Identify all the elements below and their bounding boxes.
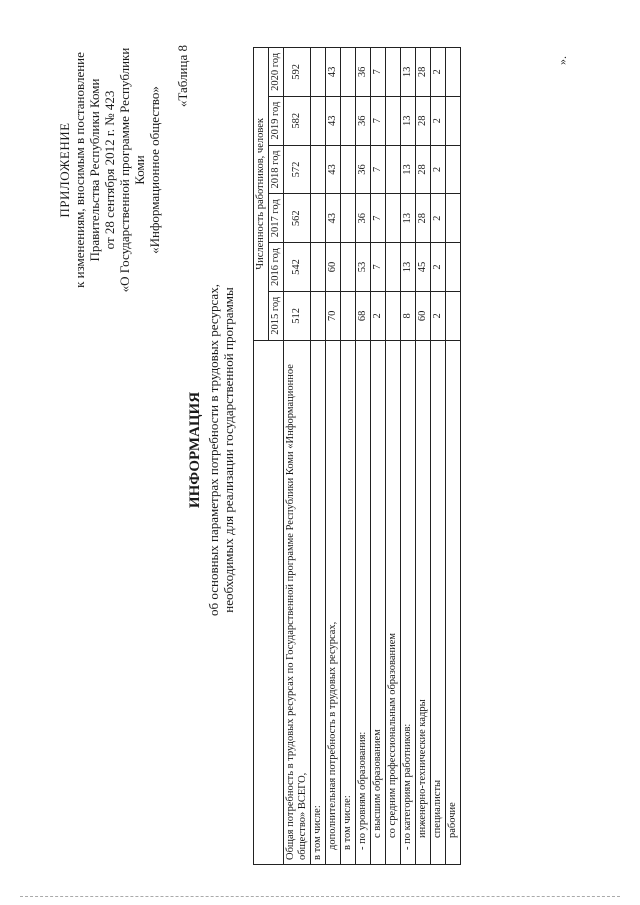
year-header: 2020 год	[269, 48, 284, 97]
cell-value	[386, 145, 401, 194]
cell-value	[446, 291, 461, 340]
cell-value	[311, 48, 326, 97]
cell-value: 43	[326, 48, 341, 97]
appendix-line-1: к изменениям, вносимым в постановление	[72, 52, 87, 288]
cell-value	[341, 194, 356, 243]
table-label: «Таблица 8	[175, 45, 190, 108]
table-header-row	[254, 48, 269, 865]
cell-value	[341, 96, 356, 145]
cell-value: 68	[356, 291, 371, 340]
row-label: Общая потребность в трудовых ресурсах по Государственной программе Республики Коми «Информационное общество» ВСЕГО,	[284, 340, 311, 864]
cell-value	[311, 145, 326, 194]
row-label: - по категориям работников:	[401, 340, 416, 864]
table-row	[341, 48, 356, 865]
cell-value	[311, 96, 326, 145]
row-label: рабочие	[446, 340, 461, 864]
page-edge-rule	[20, 896, 620, 899]
document-title: ИНФОРМАЦИЯ	[187, 391, 203, 509]
row-label: со средним профессиональным образованием	[386, 340, 401, 864]
cell-value: 7	[371, 194, 386, 243]
table-row	[416, 48, 431, 865]
table-row	[401, 48, 416, 865]
rotated-page	[45, 15, 605, 885]
document-title-block	[187, 15, 236, 885]
cell-value: 13	[401, 145, 416, 194]
cell-value: 60	[326, 243, 341, 292]
cell-value	[386, 96, 401, 145]
cell-value: 28	[416, 194, 431, 243]
cell-value: 13	[401, 194, 416, 243]
cell-value: 60	[416, 291, 431, 340]
cell-value: 36	[356, 194, 371, 243]
appendix-line-3: от 28 сентября 2012 г. № 423	[102, 90, 117, 250]
cell-value: 2	[431, 96, 446, 145]
cell-value: 542	[284, 243, 311, 292]
cell-value: 70	[326, 291, 341, 340]
row-label: с высшим образованием	[371, 340, 386, 864]
appendix-line-2: Правительства Республики Коми	[87, 78, 102, 262]
cell-value	[446, 48, 461, 97]
year-header: 2018 год	[269, 145, 284, 194]
cell-value	[311, 291, 326, 340]
cell-value: 512	[284, 291, 311, 340]
year-header: 2017 год	[269, 194, 284, 243]
group-header: Численность работников, человек	[254, 48, 269, 341]
cell-value: 572	[284, 145, 311, 194]
cell-value: 43	[326, 145, 341, 194]
table-row	[326, 48, 341, 865]
cell-value	[341, 145, 356, 194]
cell-value: 45	[416, 243, 431, 292]
table-row	[371, 48, 386, 865]
table-row	[431, 48, 446, 865]
cell-value: 53	[356, 243, 371, 292]
row-label: в том числе:	[311, 340, 326, 864]
cell-value: 562	[284, 194, 311, 243]
row-label: инженерно-технические кадры	[416, 340, 431, 864]
cell-value: 2	[371, 291, 386, 340]
cell-value	[341, 243, 356, 292]
year-header: 2015 год	[269, 291, 284, 340]
table-row	[446, 48, 461, 865]
row-label: специалисты	[431, 340, 446, 864]
table-row	[311, 48, 326, 865]
cell-value	[386, 291, 401, 340]
cell-value: 13	[401, 243, 416, 292]
cell-value	[341, 48, 356, 97]
cell-value: 8	[401, 291, 416, 340]
year-header: 2016 год	[269, 243, 284, 292]
year-header: 2019 год	[269, 96, 284, 145]
cell-value	[386, 194, 401, 243]
row-label: дополнительная потребность в трудовых ресурсах,	[326, 340, 341, 864]
cell-value	[311, 243, 326, 292]
cell-value: 43	[326, 194, 341, 243]
cell-value: 36	[356, 96, 371, 145]
cell-value: 13	[401, 96, 416, 145]
cell-value: 2	[431, 291, 446, 340]
cell-value: 2	[431, 145, 446, 194]
cell-value: 2	[431, 48, 446, 97]
cell-value	[386, 48, 401, 97]
document-subtitle-2: необходимых для реализации государственной программы	[221, 287, 236, 613]
cell-value: 28	[416, 145, 431, 194]
cell-value: 2	[431, 243, 446, 292]
cell-value	[446, 194, 461, 243]
cell-value: 592	[284, 48, 311, 97]
cell-value	[341, 291, 356, 340]
row-label: в том числе:	[341, 340, 356, 864]
cell-value: 28	[416, 48, 431, 97]
cell-value: 582	[284, 96, 311, 145]
document-subtitle-1: об основных параметрах потребности в трудовых ресурсах,	[206, 284, 221, 616]
cell-value: 13	[401, 48, 416, 97]
cell-value: 7	[371, 96, 386, 145]
labor-resources-table	[253, 47, 461, 865]
row-label: - по уровням образования:	[356, 340, 371, 864]
cell-value: 7	[371, 48, 386, 97]
cell-value	[386, 243, 401, 292]
appendix-header	[57, 35, 162, 305]
table-row	[356, 48, 371, 865]
name-column-header	[254, 340, 284, 864]
appendix-title: ПРИЛОЖЕНИЕ	[57, 122, 72, 218]
cell-value	[446, 96, 461, 145]
cell-value	[446, 145, 461, 194]
cell-value	[311, 194, 326, 243]
table-row	[386, 48, 401, 865]
cell-value: 7	[371, 243, 386, 292]
appendix-line-4: «О Государственной программе Республики Коми	[117, 47, 147, 293]
cell-value: 2	[431, 194, 446, 243]
cell-value: 28	[416, 96, 431, 145]
table-row	[284, 48, 311, 865]
cell-value	[446, 243, 461, 292]
appendix-line-5: «Информационное общество»	[147, 86, 162, 254]
cell-value: 36	[356, 145, 371, 194]
closing-quote: ».	[555, 56, 569, 65]
cell-value: 7	[371, 145, 386, 194]
cell-value: 36	[356, 48, 371, 97]
cell-value: 43	[326, 96, 341, 145]
